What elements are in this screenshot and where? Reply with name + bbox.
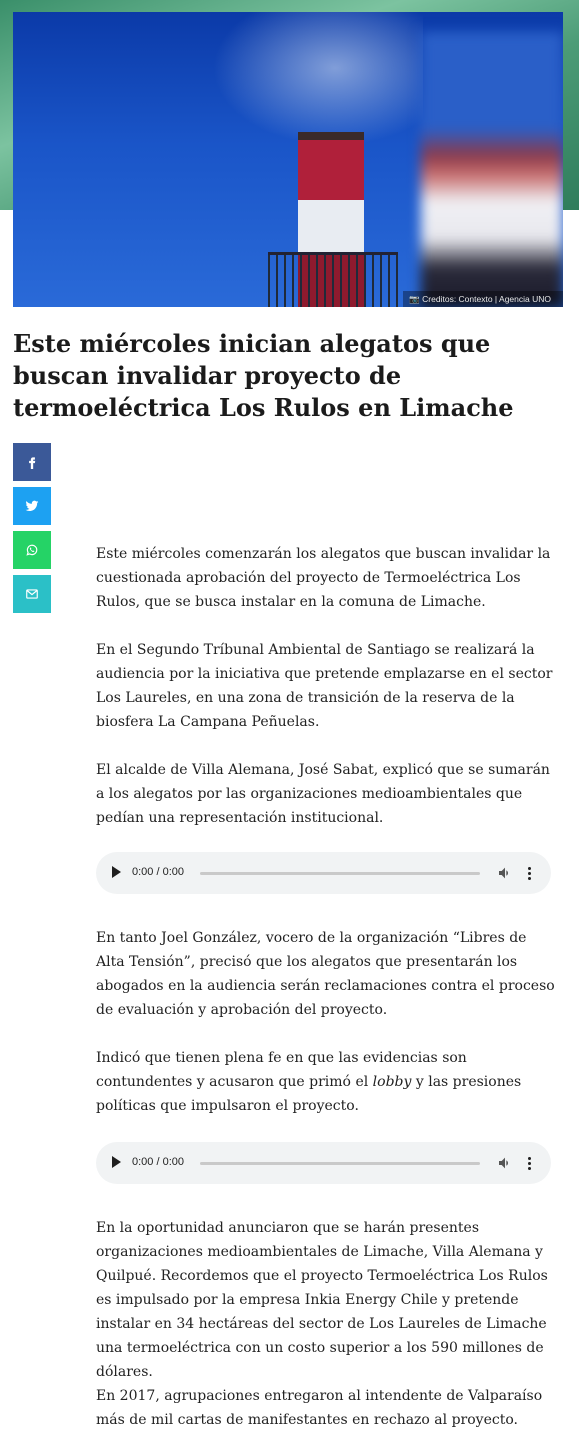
volume-icon[interactable] bbox=[497, 1155, 513, 1171]
share-whatsapp-button[interactable] bbox=[13, 531, 51, 569]
article-paragraph: En 2017, agrupaciones entregaron al intendente de Valparaíso más de mil cartas de manifestantes en rechazo al proyecto. bbox=[96, 1388, 543, 1428]
play-icon[interactable] bbox=[112, 1156, 121, 1168]
article-paragraph: Indicó que tienen plena fe en que las evidencias son contundentes y acusaron que primó el lobby y las presiones políticas que impulsaron el proyecto. bbox=[96, 1050, 522, 1114]
camera-icon: 📷 bbox=[409, 294, 420, 304]
more-options-icon[interactable] bbox=[528, 865, 532, 881]
article-paragraph: Este miércoles comenzarán los alegatos que buscan invalidar la cuestionada aprobación del proyecto de Termoeléctrica Los Rulos, que se busca instalar en la comuna de Limache. bbox=[96, 546, 551, 610]
share-facebook-button[interactable] bbox=[13, 443, 51, 481]
whatsapp-icon bbox=[25, 543, 39, 557]
article-paragraph: El alcalde de Villa Alemana, José Sabat, explicó que se sumarán a los alegatos por las organizaciones medioambientales que pedían una representación institucional. bbox=[96, 762, 550, 826]
audio-player[interactable] bbox=[96, 852, 551, 894]
article-paragraph: En la oportunidad anunciaron que se harán presentes organizaciones medioambientales de Limache, Villa Alemana y Quilpué. Recordemos que el proyecto Termoeléctrica Los Rulos es impulsado por la empresa Inkia Energy Chile y pretende instalar en 34 hectáreas del sector de Los Laureles de Limache una termoeléctrica con un costo superior a los 590 millones de dólares. bbox=[96, 1220, 548, 1380]
play-icon[interactable] bbox=[112, 866, 121, 878]
article-title: Este miércoles inician alegatos que buscan invalidar proyecto de termoeléctrica Los Rulos en Limache bbox=[13, 329, 514, 422]
twitter-icon bbox=[25, 499, 39, 513]
audio-time: 0:00 / 0:00 bbox=[132, 1156, 184, 1168]
article-paragraph: En el Segundo Tríbunal Ambiental de Santiago se realizará la audiencia por la iniciativa que pretende emplazarse en el sector Los Laureles, en una zona de transición de la reserva de la biosfera La Campana Peñuelas. bbox=[96, 642, 553, 730]
image-credit-text: Creditos: Contexto | Agencia UNO bbox=[422, 294, 551, 304]
smoke-plume bbox=[203, 12, 423, 152]
audio-player[interactable] bbox=[96, 1142, 551, 1184]
chimney-platform bbox=[268, 252, 398, 307]
hero-image bbox=[13, 12, 563, 307]
more-options-icon[interactable] bbox=[528, 1155, 532, 1171]
facebook-icon bbox=[25, 455, 39, 469]
blurred-chimney bbox=[421, 32, 563, 307]
share-email-button[interactable] bbox=[13, 575, 51, 613]
article-paragraph: En tanto Joel González, vocero de la organización “Libres de Alta Tensión”, precisó que los alegatos que presentarán los abogados en la audiencia serán reclamaciones contra el proceso de evaluación y aprobación del proyecto. bbox=[96, 930, 555, 1018]
audio-progress-track[interactable] bbox=[200, 872, 480, 875]
lobby-emphasis: lobby bbox=[372, 1074, 412, 1090]
audio-progress-track[interactable] bbox=[200, 1162, 480, 1165]
email-icon bbox=[25, 587, 39, 601]
audio-time: 0:00 / 0:00 bbox=[132, 866, 184, 878]
image-credit bbox=[403, 291, 563, 307]
volume-icon[interactable] bbox=[497, 865, 513, 881]
share-twitter-button[interactable] bbox=[13, 487, 51, 525]
